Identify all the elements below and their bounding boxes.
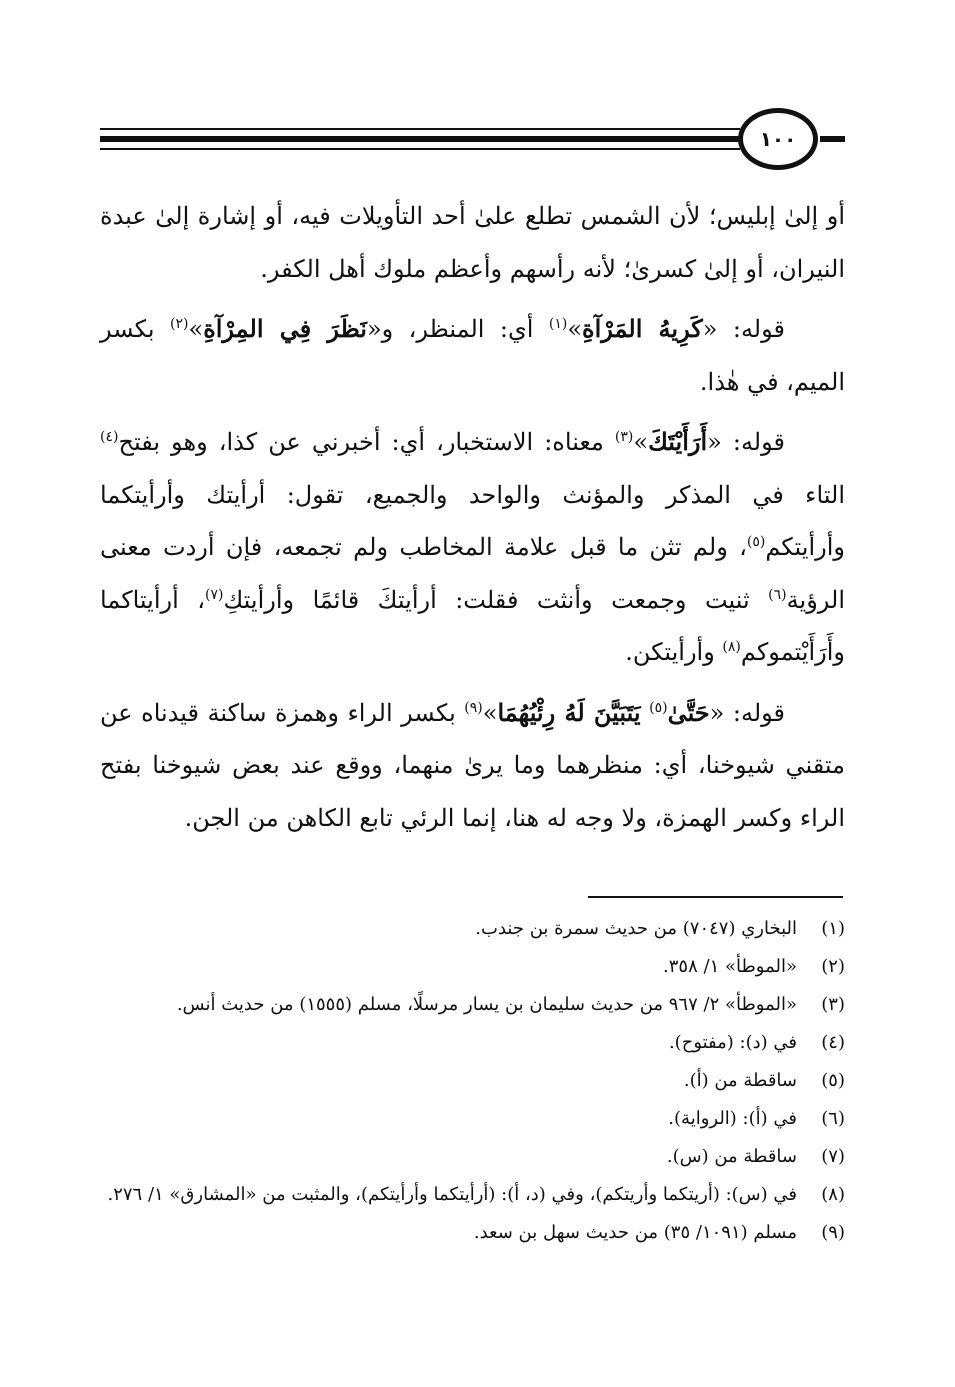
text-run: ، ولم تثن ما قبل علامة المخاطب ولم تجمعه، فإن أردت معنى الرؤية [100, 533, 845, 614]
footnote-number: (٦) [821, 1108, 845, 1129]
text-run: ثنيت وجمعت وأنثت فقلت: أرأيتكَ قائمًا وأرأيتكِ [223, 585, 769, 614]
header-rule-bottom [100, 148, 740, 150]
footnote-item [100, 986, 845, 1024]
text-run: » [633, 428, 649, 456]
text-run: بكسر الراء وهمزة ساكنة قيدناه عن متقني شيوخنا، أي: منظرهما وما يرىٰ منهما، ووقع عند بعض شيوخنا بفتح الراء وكسر الهمزة، ولا وجه له هنا، إنما الرئي تابع الكاهن من الجن. [100, 698, 845, 832]
text-run: » [188, 315, 204, 343]
footnote-item [100, 1100, 845, 1138]
footnote-marker: (٦) [768, 586, 787, 603]
text-run: ، أرأيتاكما وأَرَأَيْتموكم [100, 585, 845, 666]
footnote-marker: (٧) [204, 586, 224, 603]
text-run: أو إلىٰ إبليس؛ لأن الشمس تطلع علىٰ أحد التأويلات فيه، أو إشارة إلىٰ عبدة النيران، أو إلىٰ كسرىٰ؛ لأنه رأسهم وأعظم ملوك أهل الكفر. [100, 202, 845, 283]
footnote-text: في (س): (أريتكما وأريتكم)، وفي (د، أ): (أرأيتكما وأرأيتكم)، والمثبت من «المشارق» ١/ ٢٧٦. [107, 1184, 797, 1205]
footnote-item [100, 1176, 845, 1214]
paragraph [100, 303, 845, 408]
quoted-term: أَرَأَيْتَكَ [648, 427, 708, 456]
footnote-item [100, 910, 845, 948]
footnote-number: (٧) [821, 1146, 845, 1167]
footnote-text: «الموطأ» ٢/ ٩٦٧ من حديث سليمان بن يسار مرسلًا، مسلم (١٥٥٥) من حديث أنس. [176, 994, 797, 1015]
footnote-divider [588, 896, 843, 898]
text-run: التاء في المذكر والمؤنث والواحد والجميع، تقول: أرأيتك وأرأيتكما وأرأيتكم [100, 480, 845, 561]
footnote-marker: (٢) [170, 316, 189, 332]
footnote-marker: (٥) [746, 534, 766, 550]
quoted-term: يَتَبَيَّنَ لَهُ رِئْيُهُمَا [497, 697, 641, 727]
paragraph [100, 416, 845, 679]
footnote-number: (٢) [821, 956, 845, 977]
text-run: بكسر الميم، في هٰذا. [100, 315, 845, 396]
header-rule-top [100, 128, 740, 130]
footnotes-list [100, 910, 845, 1252]
footnote-text: مسلم (١٠٩١/ ٣٥) من حديث سهل بن سعد. [473, 1222, 797, 1243]
footnote-marker: (٤) [100, 429, 119, 445]
text-run: » [482, 698, 498, 727]
footnote-number: (٣) [821, 994, 845, 1015]
text-run: أي: المنظر، و« [366, 315, 549, 343]
page-header [100, 108, 845, 178]
text-run [641, 699, 650, 727]
footnote-text: في (د): (مفتوح). [668, 1032, 797, 1053]
paragraph [100, 687, 845, 845]
footnote-number: (٤) [821, 1032, 845, 1053]
footnote-text: في (أ): (الرواية). [668, 1108, 797, 1129]
text-run: قوله: « [709, 698, 786, 727]
header-rule-right [820, 136, 845, 142]
footnote-text: ساقطة من (أ). [683, 1070, 797, 1091]
text-run: قوله: « [707, 428, 785, 456]
footnote-marker: (٩) [464, 699, 483, 716]
footnote-marker: (٨) [722, 639, 741, 655]
footnote-marker: (٥) [649, 699, 668, 716]
paragraph [100, 190, 845, 295]
quoted-term: نَظَرَ فِي المِرْآةِ [203, 314, 367, 343]
footnote-text: «الموطأ» ١/ ٣٥٨. [663, 956, 797, 977]
footnote-number: (٩) [821, 1222, 845, 1243]
text-run: وأرأيتكن. [625, 638, 723, 666]
footnote-item [100, 1214, 845, 1252]
text-run: معناه: الاستخبار، أي: أخبرني عن كذا، وهو بفتح [118, 428, 615, 456]
text-run: » [567, 315, 583, 343]
footnote-marker: (١) [548, 316, 568, 332]
page-number: ١٠٠ [738, 108, 818, 170]
main-text [100, 190, 845, 852]
quoted-term: كَرِيهُ المَرْآةِ [582, 314, 703, 343]
footnote-text: ساقطة من (س). [666, 1146, 797, 1167]
footnote-item [100, 1062, 845, 1100]
footnote-item [100, 1024, 845, 1062]
footnote-item [100, 948, 845, 986]
footnote-number: (١) [821, 918, 845, 939]
quoted-term: حَتَّىٰ [667, 697, 710, 727]
header-rule-main [100, 136, 740, 142]
footnote-number: (٥) [821, 1070, 845, 1091]
footnote-item [100, 1138, 845, 1176]
text-run: قوله: « [702, 315, 785, 343]
footnote-marker: (٣) [614, 429, 634, 445]
footnote-number: (٨) [821, 1184, 845, 1205]
footnote-text: البخاري (٧٠٤٧) من حديث سمرة بن جندب. [475, 918, 797, 939]
